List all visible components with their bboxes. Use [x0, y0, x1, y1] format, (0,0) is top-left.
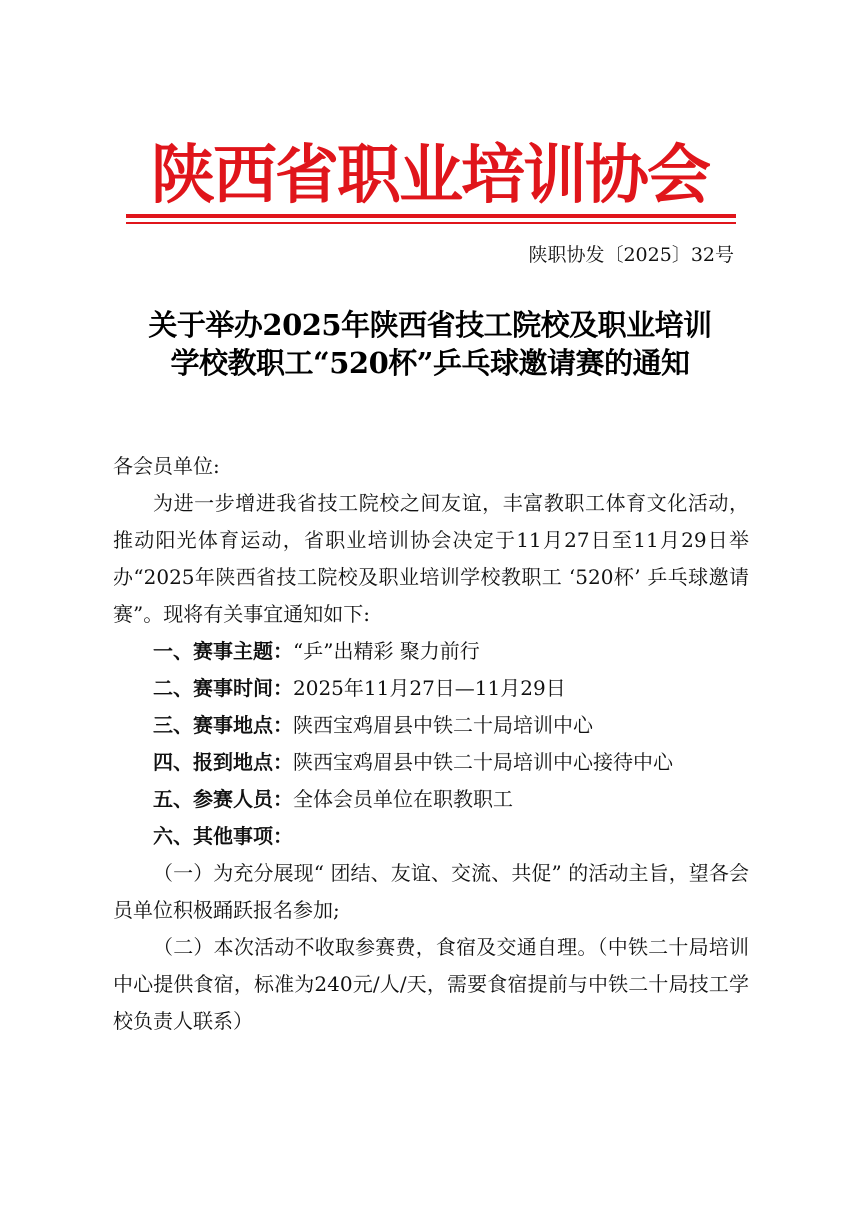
notice-title-line-1: 关于举办2025年陕西省技工院校及职业培训 — [148, 308, 712, 342]
item-participants-label: 五、参赛人员： — [153, 787, 293, 811]
item-time-value: 2025年11月27日—11月29日 — [293, 676, 566, 700]
item-checkin-label: 四、报到地点： — [153, 750, 293, 774]
item-theme-value: “乒”出精彩 聚力前行 — [293, 639, 480, 663]
document-number: 陕职协发〔2025〕32号 — [528, 244, 734, 266]
item-theme — [113, 633, 749, 670]
item-theme-label: 一、赛事主题： — [153, 639, 293, 663]
notice-body — [113, 448, 749, 1040]
item-other — [113, 818, 749, 855]
item-time-label: 二、赛事时间： — [153, 676, 293, 700]
salutation: 各会员单位: — [113, 454, 220, 478]
note-paragraph-2: （二）本次活动不收取参赛费，食宿及交通自理。（中铁二十局培训中心提供食宿，标准为240元/人/天，需要食宿提前与中铁二十局技工学校负责人联系） — [113, 935, 749, 1033]
org-masthead: 陕西省职业培训协会 — [151, 139, 709, 213]
masthead-rule-thick — [126, 214, 736, 218]
item-other-label: 六、其他事项： — [153, 824, 293, 848]
item-participants-value: 全体会员单位在职教职工 — [293, 787, 513, 811]
item-venue-label: 三、赛事地点： — [153, 713, 293, 737]
item-checkin-value: 陕西宝鸡眉县中铁二十局培训中心接待中心 — [293, 750, 673, 774]
note-paragraph-1: （一）为充分展现“ 团结、友谊、交流、共促” 的活动主旨，望各会员单位积极踊跃报名参加; — [113, 861, 749, 922]
item-participants — [113, 781, 749, 818]
masthead-rule-thin — [126, 222, 736, 224]
item-venue-value: 陕西宝鸡眉县中铁二十局培训中心 — [293, 713, 593, 737]
item-venue — [113, 707, 749, 744]
item-checkin — [113, 744, 749, 781]
item-time — [113, 670, 749, 707]
notice-title — [60, 306, 800, 382]
intro-paragraph: 为进一步增进我省技工院校之间友谊，丰富教职工体育文化活动，推动阳光体育运动，省职业培训协会决定于11月27日至11月29日举办“2025年陕西省技工院校及职业培训学校教职工 ‘520杯’ 乒乓球邀请赛”。现将有关事宜通知如下: — [113, 491, 749, 626]
notice-title-line-2: 学校教职工“520杯”乒乓球邀请赛的通知 — [170, 346, 690, 380]
